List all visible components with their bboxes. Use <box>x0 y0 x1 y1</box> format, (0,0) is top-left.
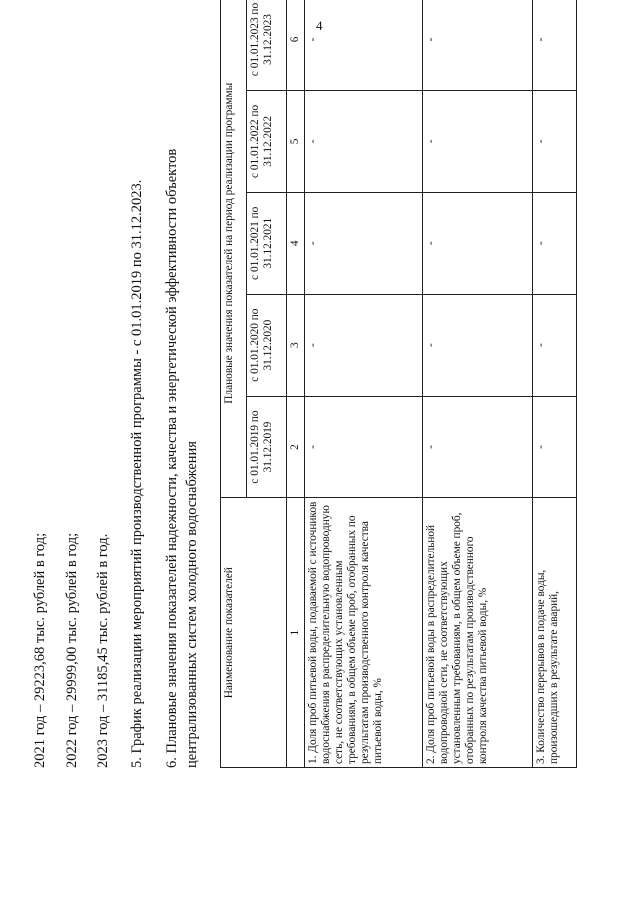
column-number-row <box>287 0 305 768</box>
header-plan-values: Плановые значения показателей на период реализации программы <box>221 0 247 498</box>
indicator-value: - <box>533 294 577 396</box>
indicator-value: - <box>305 396 423 498</box>
indicator-value: - <box>533 192 577 294</box>
indicator-value: - <box>533 396 577 498</box>
table-row <box>533 0 577 768</box>
column-number: 2 <box>287 396 305 498</box>
indicator-value: - <box>423 0 533 90</box>
indicators-table <box>220 0 577 768</box>
section-5-heading: 5. График реализации мероприятий производственной программы - с 01.01.2019 по 31.12.2023. <box>129 179 145 768</box>
header-period-2020: с 01.01.2020 по 31.12.2020 <box>247 294 287 396</box>
indicator-value: - <box>305 192 423 294</box>
indicator-value: - <box>305 0 423 90</box>
indicator-value: - <box>305 90 423 192</box>
header-indicator-name: Наименование показателей <box>221 498 287 768</box>
indicator-value: - <box>423 396 533 498</box>
column-number: 1 <box>287 498 305 768</box>
indicator-name: 2. Доля проб питьевой воды в распределительной водопроводной сети, не соответствующих установленным требованиям, в общем объеме проб, отобранных по результатам производственного контроля качества питьевой воды, % <box>423 498 533 768</box>
indicator-value: - <box>423 192 533 294</box>
column-number: 3 <box>287 294 305 396</box>
table-row <box>423 0 533 768</box>
header-period-2019: с 01.01.2019 по 31.12.2019 <box>247 396 287 498</box>
indicator-value: - <box>533 90 577 192</box>
rotated-page-content <box>30 0 590 768</box>
indicator-value: - <box>305 294 423 396</box>
indicator-value: - <box>423 90 533 192</box>
header-period-2022: с 01.01.2022 по 31.12.2022 <box>247 90 287 192</box>
page-number: 4 <box>316 18 323 33</box>
column-number: 6 <box>287 0 305 90</box>
header-period-2023: с 01.01.2023 по 31.12.2023 <box>247 0 287 90</box>
budget-line-2022: 2022 год – 29999,00 тыс. рублей в год; <box>64 532 80 768</box>
budget-line-2023: 2023 год – 31185,45 тыс. рублей в год. <box>95 533 111 768</box>
indicator-name: 1. Доля проб питьевой воды, подаваемой с источников водоснабжения в распределительную водопроводную сеть, не соответствующих установленным требованиям, в общем объеме проб, отобранных по результатам производственного контроля качества питьевой воды, % <box>305 498 423 768</box>
table-row <box>305 0 423 768</box>
indicator-name: 3. Количество перерывов в подаче воды, произошедших в результате аварий, <box>533 498 577 768</box>
header-period-2021: с 01.01.2021 по 31.12.2021 <box>247 192 287 294</box>
budget-line-2021: 2021 год – 29223,68 тыс. рублей в год; <box>32 532 48 768</box>
column-number: 4 <box>287 192 305 294</box>
column-number: 5 <box>287 90 305 192</box>
section-6-heading-line1: 6. Плановые значения показателей надежности, качества и энергетической эффективности объектов <box>164 148 180 768</box>
section-6-heading-line2: централизованных систем холодного водоснабжения <box>184 441 200 768</box>
indicator-value: - <box>423 294 533 396</box>
indicator-value: - <box>533 0 577 90</box>
